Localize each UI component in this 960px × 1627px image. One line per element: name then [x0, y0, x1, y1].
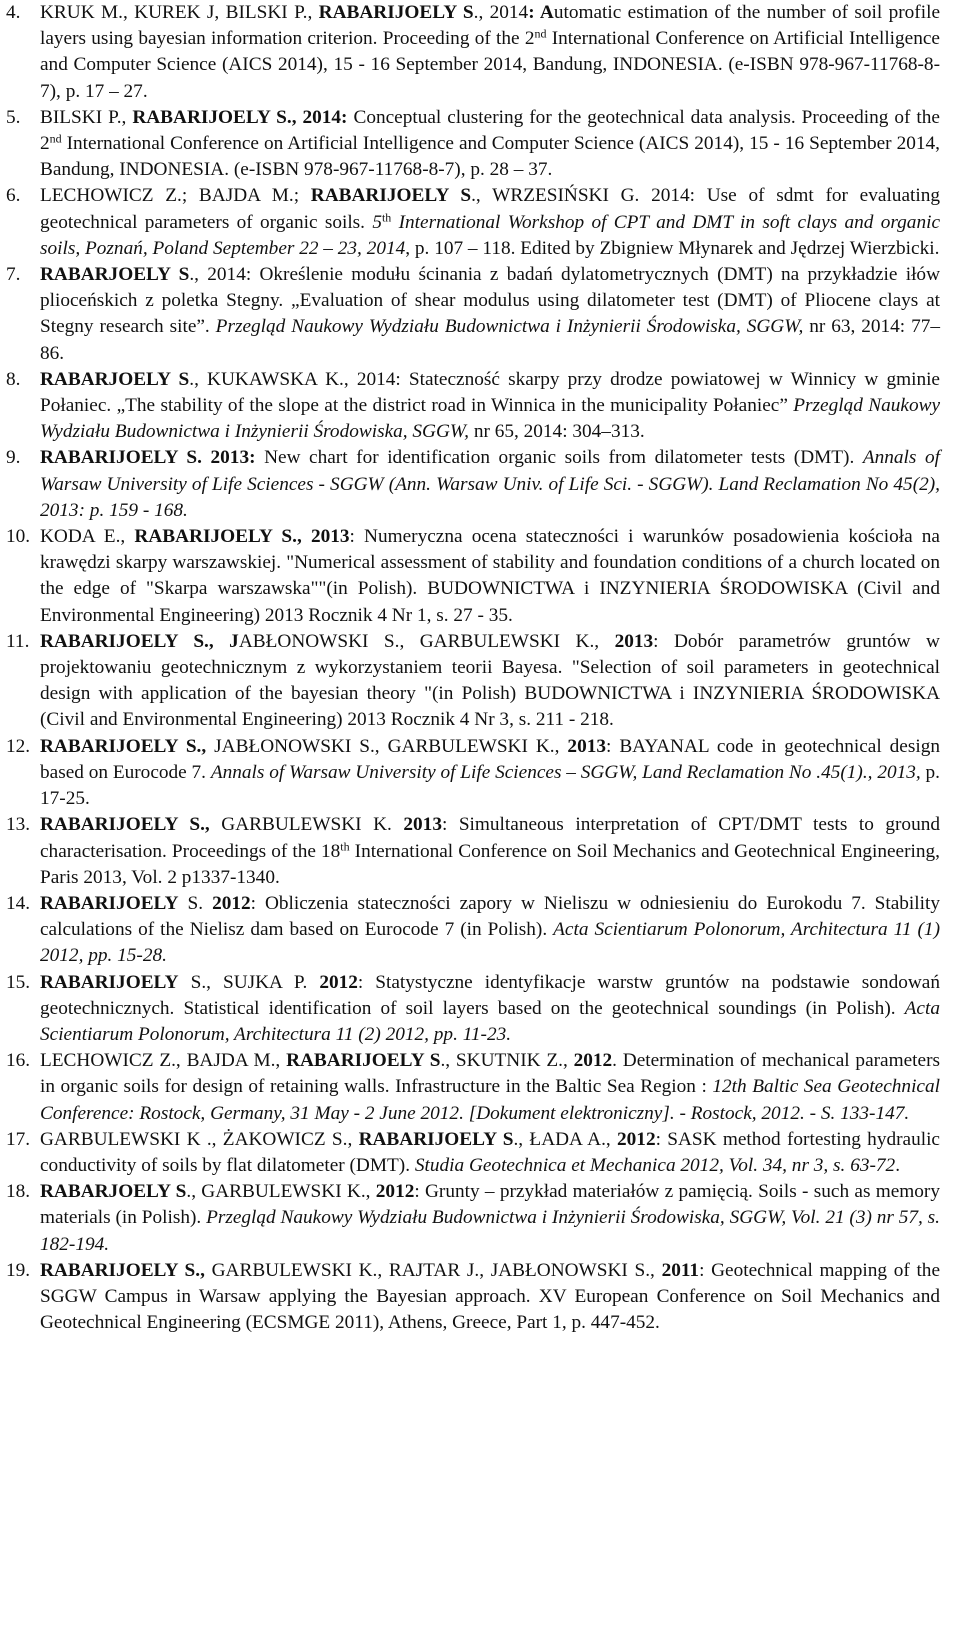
- reference-segment: ., ŁADA A.,: [513, 1128, 618, 1150]
- author-or-year-bold: ., 2014:: [286, 106, 348, 128]
- reference-segment: International Conference on Artificial Intelligence and Computer Science (AICS 2014), 15 - 16 September 2014, Bandung, INDONESIA. (e-ISBN 978-967-11768-8-7), p. 28 – 37.: [40, 133, 940, 181]
- superscript: th: [381, 210, 392, 225]
- reference-segment: KODA E.,: [40, 526, 135, 548]
- reference-number: 12.: [6, 735, 31, 757]
- reference-segment: ., WRZESIŃSKI G. 2014: Use of sdmt for evaluating geotechnical parameters of organic soils.: [40, 185, 940, 233]
- journal-italic: 5: [372, 211, 382, 233]
- reference-segment: : Geotechnical mapping of the SGGW Campus in Warsaw applying the Bayesian approach. XV European Conference on Soil Mechanics and Geotechnical Engineering (ECSMGE 2011), Athens, Greece, Part 1, p. 447-452.: [40, 1259, 941, 1334]
- reference-segment: International Conference on Artificial Intelligence and Computer Science (AICS 2014), 15 - 16 September 2014, Bandung, INDONESIA. (e-ISBN 978-967-11768-8-7), p. 17 – 27.: [40, 28, 940, 102]
- reference-segment: Conceptual clustering for the geotechnical data analysis. Proceeding of the 2: [40, 106, 940, 155]
- reference-segment: BILSKI P.,: [40, 106, 133, 128]
- reference-item: [6, 1127, 940, 1179]
- reference-text: [40, 185, 940, 258]
- author-or-year-bold: RABARIJOELY S.,: [40, 735, 207, 757]
- reference-segment: ., KUKAWSKA K., 2014: Stateczność skarpy przy drodze powiatowej w Winnicy w gminie Połaniec. „The stability of the slope at the district road in Winnica in the municipality Połaniec”: [40, 368, 940, 417]
- reference-number: 14.: [6, 892, 31, 914]
- reference-segment: : BAYANAL code in geotechnical design based on Eurocode 7.: [40, 735, 940, 783]
- reference-text: [40, 814, 940, 887]
- author-or-year-bold: RABARIJOELY S., 2013: [134, 526, 350, 548]
- reference-item: [6, 445, 940, 524]
- reference-item: [6, 1048, 940, 1127]
- reference-segment: KRUK M., KUREK J, BILSKI P.,: [40, 2, 319, 23]
- author-or-year-bold: RABARIJOELY: [40, 971, 179, 993]
- reference-item: [6, 629, 940, 734]
- reference-number: 6.: [6, 185, 21, 207]
- reference-segment: ., SKUTNIK Z.,: [440, 1050, 574, 1072]
- reference-number: 7.: [6, 264, 21, 286]
- reference-text: [40, 264, 940, 364]
- reference-segment: LECHOWICZ Z.; BAJDA M.;: [40, 185, 311, 207]
- reference-segment: : Numeryczna ocena stateczności i warunków posadowienia kościoła na krawędzi skarpy warszawskiej. "Numerical assessment of stability and foundation conditions of a church located on the edge of "Skarpa warszawska""(in Polish). BUDOWNICTWA i INZYNIERIA ŚRODOWISKA (Civil and Environmental Engineering) 2013 Rocznik 4 Nr 1, s. 27 - 35.: [40, 526, 940, 626]
- reference-segment: p. 17-25.: [40, 761, 940, 810]
- journal-italic: Acta Scientiarum Polonorum, Architectura 11 (2) 2012, pp. 11-23.: [40, 997, 940, 1045]
- author-or-year-bold: RABARIJOELY: [40, 892, 179, 914]
- reference-segment: .: [895, 1154, 901, 1176]
- reference-segment: , p. 107 – 118. Edited by Zbigniew Młynarek and Jędrzej Wierzbicki.: [405, 237, 940, 259]
- superscript: nd: [49, 131, 62, 146]
- reference-item: [6, 812, 940, 891]
- reference-item: [6, 1258, 940, 1337]
- author-or-year-bold: 2012: [573, 1050, 613, 1072]
- reference-number: 18.: [6, 1181, 31, 1203]
- author-or-year-bold: RABARIJOELY S: [318, 2, 474, 23]
- reference-item: [6, 105, 940, 184]
- author-or-year-bold: RABARJOELY S: [40, 368, 190, 390]
- author-or-year-bold: 2013: [614, 630, 654, 652]
- reference-number: 8.: [6, 368, 21, 390]
- reference-text: [40, 526, 940, 626]
- reference-list: [6, 0, 940, 1336]
- reference-text: [40, 1050, 940, 1123]
- reference-segment: S., SUJKA P.: [178, 971, 320, 993]
- reference-text: [40, 1260, 940, 1333]
- author-or-year-bold: RABARIJOELY S., J: [40, 630, 239, 652]
- superscript: th: [340, 838, 350, 853]
- journal-italic: International Workshop of CPT and DMT in soft clays and organic soils, Poznań, Poland September 22 – 23, 2014: [40, 211, 940, 259]
- reference-number: 5.: [6, 106, 21, 128]
- author-or-year-bold: RABARIJOELY S.,: [40, 814, 210, 836]
- reference-text: [40, 1129, 940, 1176]
- reference-segment: ABŁONOWSKI S., GARBULEWSKI K.,: [238, 630, 615, 652]
- author-or-year-bold: RABARIJOELY S: [358, 1128, 514, 1150]
- reference-number: 13.: [6, 814, 31, 836]
- reference-item: [6, 970, 940, 1049]
- author-or-year-bold: RABARJOELY S: [40, 264, 190, 286]
- reference-text: [40, 369, 940, 442]
- reference-segment: LECHOWICZ Z., BAJDA M.,: [40, 1050, 287, 1072]
- reference-segment: ., 2014: [473, 2, 529, 23]
- journal-italic: Acta Scientiarum Polonorum, Architectura 11 (1) 2012, pp. 15-28.: [40, 919, 940, 967]
- author-or-year-bold: RABARIJOELY S.,: [40, 1259, 205, 1281]
- reference-text: [40, 736, 940, 809]
- reference-segment: utomatic estimation of the number of soil profile layers using bayesian information criterion. Proceeding of the 2: [40, 2, 941, 50]
- reference-segment: : Obliczenia stateczności zapory w Nieliszu w odniesieniu do Eurokodu 7. Stability calculations of the Nielisz dam based on Eurocode 7 (in Polish).: [40, 892, 940, 941]
- reference-item: [6, 183, 940, 262]
- journal-italic: Przegląd Naukowy Wydziału Budownictwa i Inżynierii Środowiska, SGGW,: [40, 395, 940, 443]
- reference-item: [6, 524, 940, 629]
- reference-text: [40, 2, 940, 102]
- journal-italic: Annals of Warsaw University of Life Sciences – SGGW, Land Reclamation No .45(1)., 2013,: [210, 761, 921, 783]
- reference-text: [40, 893, 940, 966]
- reference-segment: GARBULEWSKI K.: [209, 814, 404, 836]
- reference-text: [40, 1181, 940, 1254]
- journal-italic: Przegląd Naukowy Wydziału Budownictwa i Inżynierii Środowiska, SGGW, Vol. 21 (3) nr 57, s. 182-194.: [40, 1207, 940, 1255]
- author-or-year-bold: 2011: [661, 1259, 700, 1281]
- reference-number: 15.: [6, 971, 31, 993]
- reference-number: 9.: [6, 447, 21, 469]
- reference-item: [6, 367, 940, 446]
- author-or-year-bold: : A: [528, 2, 554, 23]
- reference-number: 11.: [6, 630, 30, 652]
- reference-segment: GARBULEWSKI K., RAJTAR J., JABŁONOWSKI S.,: [204, 1259, 662, 1281]
- reference-segment: New chart for identification organic soils from dilatometer tests (DMT).: [255, 447, 863, 469]
- author-or-year-bold: 2013: [403, 814, 442, 836]
- journal-italic: Przegląd Naukowy Wydziału Budownictwa i Inżynierii Środowiska, SGGW,: [215, 316, 804, 338]
- reference-segment: JABŁONOWSKI S., GARBULEWSKI K.,: [206, 735, 568, 757]
- reference-segment: S.: [178, 892, 213, 914]
- reference-segment: : Dobór parametrów gruntów w projektowaniu geotechnicznym z wykorzystaniem teorii Bayesa. "Selection of soil parameters in geotechnical design with application of the bayesian theory "(in Polish) BUDOWNICTWA i INZYNIERIA ŚRODOWISKA (Civil and Environmental Engineering) 2013 Rocznik 4 Nr 3, s. 211 - 218.: [40, 630, 940, 731]
- journal-italic: Annals of Warsaw University of Life Sciences - SGGW (Ann. Warsaw Univ. of Life Sci. - SGGW). Land Reclamation No 45(2), 2013: p. 159 - 168.: [40, 447, 940, 521]
- reference-item: [6, 1179, 940, 1258]
- journal-italic: 12th Baltic Sea Geotechnical Conference: Rostock, Germany, 31 May - 2 June 2012. [Dokument elektroniczny]. - Rostock, 2012. - S. 133-147.: [40, 1076, 940, 1124]
- journal-italic: Studia Geotechnica et Mechanica 2012, Vol. 34, nr 3, s. 63-72: [414, 1154, 896, 1176]
- reference-number: 17.: [6, 1128, 31, 1150]
- reference-segment: nr 63, 2014: 77–86.: [40, 316, 940, 364]
- reference-segment: nr 65, 2014: 304–313.: [469, 421, 645, 443]
- reference-segment: GARBULEWSKI K ., ŻAKOWICZ S.,: [40, 1128, 359, 1150]
- reference-item: [6, 0, 940, 105]
- author-or-year-bold: RABARIJOELY S: [286, 1050, 441, 1072]
- author-or-year-bold: 2012: [375, 1181, 415, 1203]
- reference-text: [40, 631, 940, 731]
- reference-segment: : Statystyczne identyfikacje warstw gruntów na podstawie sondowań geotechnicznych. Statistical identification of soil layers based on the geotechnical soundings (in Polish).: [40, 971, 940, 1019]
- reference-segment: : Simultaneous interpretation of CPT/DMT tests to ground characterisation. Proceedings of the 18: [40, 814, 940, 862]
- superscript: nd: [534, 26, 547, 41]
- author-or-year-bold: 2012: [617, 1128, 656, 1150]
- reference-number: 16.: [6, 1050, 31, 1072]
- author-or-year-bold: RABARIJOELY S: [132, 106, 287, 128]
- reference-segment: . Determination of mechanical parameters in organic soils for design of retaining walls. Infrastructure in the Baltic Sea Region :: [40, 1050, 941, 1098]
- reference-item: [6, 891, 940, 970]
- reference-item: [6, 262, 940, 367]
- reference-segment: International Conference on Soil Mechanics and Geotechnical Engineering, Paris 2013, Vol. 2 p1337-1340.: [40, 840, 940, 888]
- author-or-year-bold: 2013: [567, 735, 606, 757]
- reference-segment: ., GARBULEWSKI K.,: [186, 1181, 376, 1203]
- author-or-year-bold: RABARIJOELY S: [310, 185, 472, 207]
- reference-number: 10.: [6, 526, 31, 548]
- reference-text: [40, 107, 940, 180]
- reference-item: [6, 734, 940, 813]
- reference-number: 19.: [6, 1259, 31, 1281]
- author-or-year-bold: 2012: [212, 892, 251, 914]
- author-or-year-bold: RABARIJOELY S. 2013:: [40, 447, 256, 469]
- author-or-year-bold: 2012: [319, 971, 358, 993]
- reference-segment: : Grunty – przykład materiałów z pamięcią. Soils - such as memory materials (in Polish).: [40, 1181, 940, 1229]
- reference-text: [40, 972, 940, 1045]
- reference-segment: ., 2014: Określenie modułu ścinania z badań dylatometrycznych (DMT) na przykładzie iłów plioceńskich z poletka Stegny. „Evaluation of shear modulus using dilatometer test (DMT) of Pliocene clays at Stegny research site”.: [40, 264, 940, 338]
- reference-text: [40, 447, 940, 520]
- reference-segment: : SASK method fortesting hydraulic conductivity of soils by flat dilatometer (DMT).: [40, 1128, 940, 1176]
- author-or-year-bold: RABARJOELY S: [40, 1181, 187, 1203]
- reference-number: 4.: [6, 2, 21, 23]
